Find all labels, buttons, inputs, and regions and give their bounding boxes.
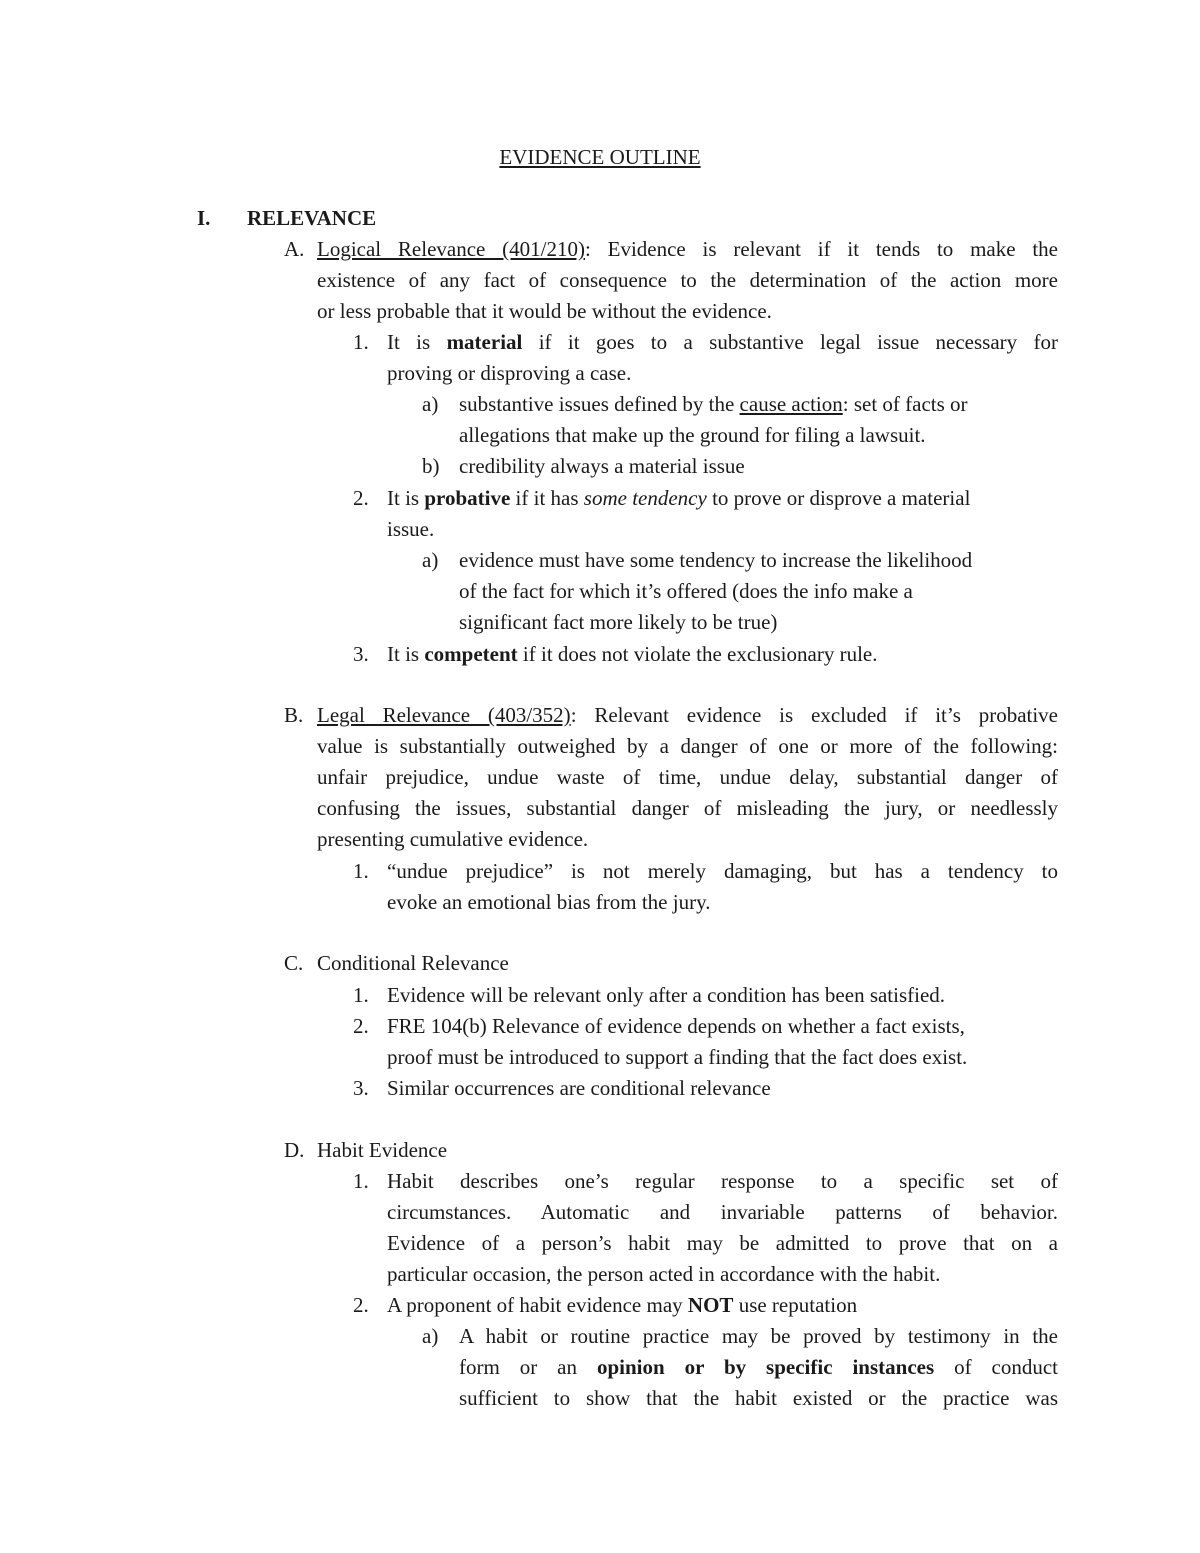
item-number: 2.: [353, 486, 369, 510]
text-run: form or an: [459, 1355, 577, 1379]
item-letter: A.: [284, 237, 305, 261]
legal-relevance-intro: : Relevant evidence is excluded if it’s probative: [570, 703, 1059, 727]
sub-letter: a): [422, 1324, 439, 1348]
document-title: EVIDENCE OUTLINE: [499, 145, 701, 169]
text-run: if it has: [515, 486, 579, 510]
legal-relevance-line-5: presenting cumulative evidence.: [317, 827, 589, 851]
logical-relevance-line-1: [317, 234, 1058, 265]
legal-relevance-line-1: [317, 700, 1058, 731]
bold-term: probative: [424, 486, 511, 510]
section-number: I.: [197, 206, 211, 230]
logical-relevance-line-2: existence of any fact of consequence to the determination of the action more: [317, 268, 1058, 292]
habit-item-1-line-4: particular occasion, the person acted in accordance with the habit.: [387, 1262, 941, 1286]
habit-item-1-line-2: circumstances. Automatic and invariable patterns of behavior.: [387, 1200, 1058, 1224]
material-line-1: [387, 327, 1058, 358]
item-letter: C.: [284, 951, 304, 975]
text-run: It is: [387, 486, 420, 510]
bold-term: competent: [424, 642, 518, 666]
conditional-relevance-heading: Conditional Relevance: [317, 951, 509, 975]
item-number: 3.: [353, 642, 369, 666]
probative-a-line-3: significant fact more likely to be true): [459, 610, 778, 634]
probative-a-line-1: evidence must have some tendency to increase the likelihood: [459, 548, 973, 572]
legal-relevance-term: Legal Relevance (403/352): [317, 703, 571, 727]
item-number: 2.: [353, 1293, 369, 1317]
conditional-item-1: Evidence will be relevant only after a condition has been satisfied.: [387, 983, 946, 1007]
item-letter: B.: [284, 703, 304, 727]
item-number: 3.: [353, 1076, 369, 1100]
habit-a-line-2: [459, 1352, 1058, 1383]
legal-relevance-line-3: unfair prejudice, undue waste of time, undue delay, substantial danger of: [317, 765, 1058, 789]
probative-a-line-2: of the fact for which it’s offered (does the info make a: [459, 579, 913, 603]
text-run: to prove or disprove a material: [712, 486, 971, 510]
item-letter: D.: [284, 1138, 305, 1162]
material-b-line: credibility always a material issue: [459, 454, 745, 478]
item-number: 2.: [353, 1014, 369, 1038]
text-run: if it goes to a substantive legal issue necessary for: [538, 330, 1058, 354]
logical-relevance-term: Logical Relevance (401/210): [317, 237, 585, 261]
undue-prejudice-line-2: evoke an emotional bias from the jury.: [387, 890, 711, 914]
habit-evidence-heading: Habit Evidence: [317, 1138, 448, 1162]
sub-letter: a): [422, 548, 439, 572]
sub-letter: b): [422, 454, 440, 478]
text-run: A proponent of habit evidence may: [387, 1293, 683, 1317]
habit-item-1-line-1: Habit describes one’s regular response to a specific set of: [387, 1169, 1058, 1193]
material-a-line-2: allegations that make up the ground for filing a lawsuit.: [459, 423, 926, 447]
logical-relevance-intro: : Evidence is relevant if it tends to make the: [585, 237, 1059, 261]
legal-relevance-line-2: value is substantially outweighed by a danger of one or more of the following:: [317, 734, 1058, 758]
probative-line-1: [387, 483, 970, 514]
habit-item-1-line-3: Evidence of a person’s habit may be admitted to prove that on a: [387, 1231, 1058, 1255]
text-run: It is: [387, 642, 420, 666]
text-run: It is: [387, 330, 431, 354]
item-number: 1.: [353, 330, 369, 354]
bold-term: opinion or by specific instances: [596, 1355, 935, 1379]
item-number: 1.: [353, 1169, 369, 1193]
habit-item-2-line: [387, 1290, 857, 1321]
text-run: substantive issues defined by the: [459, 392, 735, 416]
material-a-line-1: [459, 389, 968, 420]
competent-line: [387, 639, 877, 670]
probative-line-2: issue.: [387, 517, 435, 541]
undue-prejudice-line-1: “undue prejudice” is not merely damaging, but has a tendency to: [387, 859, 1058, 883]
habit-a-line-3: sufficient to show that the habit existed or the practice was: [459, 1386, 1058, 1410]
text-run: if it does not violate the exclusionary rule.: [522, 642, 878, 666]
italic-term: some tendency: [583, 486, 707, 510]
conditional-item-2-line-2: proof must be introduced to support a finding that the fact does exist.: [387, 1045, 968, 1069]
text-run: of conduct: [954, 1355, 1058, 1379]
bold-term: material: [446, 330, 523, 354]
text-run: : set of facts or: [842, 392, 968, 416]
section-heading: RELEVANCE: [247, 206, 377, 230]
bold-term: NOT: [687, 1293, 734, 1317]
item-number: 1.: [353, 983, 369, 1007]
conditional-item-3: Similar occurrences are conditional relevance: [387, 1076, 771, 1100]
habit-a-line-1: A habit or routine practice may be proved by testimony in the: [459, 1324, 1058, 1348]
item-number: 1.: [353, 859, 369, 883]
underlined-term: cause action: [739, 392, 843, 416]
material-line-2: proving or disproving a case.: [387, 361, 632, 385]
legal-relevance-line-4: confusing the issues, substantial danger of misleading the jury, or needlessly: [317, 796, 1058, 820]
logical-relevance-line-3: or less probable that it would be without the evidence.: [317, 299, 772, 323]
text-run: use reputation: [738, 1293, 858, 1317]
conditional-item-2-line-1: FRE 104(b) Relevance of evidence depends on whether a fact exists,: [387, 1014, 965, 1038]
sub-letter: a): [422, 392, 439, 416]
